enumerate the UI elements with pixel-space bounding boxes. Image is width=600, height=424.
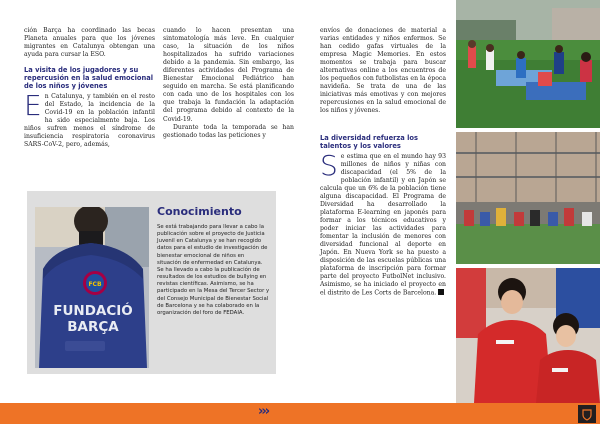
col3-paragraph-2 — [320, 148, 446, 298]
shirt-text-line2: BARÇA — [67, 319, 119, 335]
col1-paragraph-main — [24, 89, 155, 149]
kids-in-barca-shirts-photo — [456, 268, 600, 403]
shield-icon — [578, 405, 596, 423]
children-playing-field-photo — [456, 0, 600, 128]
col1-paragraph-top: ción Barça ha coordinado las becas Planeta anuales para que los jóvenes migrantes en Catalunya obtengan una ayuda para cursar la ESO. — [24, 27, 155, 59]
knowledge-box — [27, 191, 276, 374]
shirt-text-line1: FUNDACIÓ — [53, 303, 133, 319]
column-2 — [163, 27, 294, 140]
col3-paragraph-1: envíos de donaciones de material a varias entidades y niños enfermos. Se han cedido gafas virtuales de la empresa Magic Memories. En estos momentos se trabaja para buscar alternativas online a los encuentros de los pequeños con futbolistas en la época navideña. Se trata de una de las iniciativas más emotivas y con mejores repercusiones en la salud emocional de los niños y jóvenes. — [320, 27, 446, 115]
column-1 — [24, 27, 155, 150]
fundacio-barca-shirt-photo — [35, 207, 149, 368]
column-3 — [320, 27, 446, 298]
shirt-logo-text: FCB — [88, 281, 102, 288]
section-heading-visits: La visita de los jugadores y su repercusión en la salud emocional de los niños y jóvenes — [24, 66, 154, 91]
knowledge-text: Se está trabajando para llevar a cabo la publicación sobre el proyecto de Justicia Juvenil en Catalunya y se han recogido datos para el estudio de investigación de bienestar emocional de niños en situación de enfermedad en Catalunya. Se ha llevado a cabo la publicación de resultados de los estudios de bullying en revistas científicas. Asimismo, se ha participado en la Mesa del Tercer Sector y del Consejo Municipal de Bienestar Social de Barcelona y se ha colaborado en la organización del foro de FEDAIA. — [157, 224, 270, 316]
drop-cap: E — [24, 89, 42, 123]
col1-paragraph-main-text: n Catalunya, y también en el resto del Estado, la incidencia de la Covid-19 en la población infantil ha sido especialmente baja. Los niños sufren menos el síndrome de insuficiencia respiratoria coronavirus SARS-CoV-2, pero, además, — [24, 93, 155, 149]
col2-paragraph-2: Durante toda la temporada se han gestionado todas las peticiones y — [163, 123, 294, 139]
end-of-article-mark — [438, 289, 444, 295]
children-gathering-photo — [456, 132, 600, 264]
col3-paragraph-2-text: e estima que en el mundo hay 93 millones de niños y niñas con discapacidad (el 5% de la población infantil) y en Japón se calcula que un 6% de la población tiene alguna discapacidad. El Programa de Diversidad ha desarrollado la plataforma E-learning en japonés para formar a los técnicos educativos y poder iniciar las actividades para fomentar la inclusión de menores con diversidad funcional al deporte en Japón. En Nueva York se ha puesto a disposición de las escuelas públicas una plataforma de inscripción para formar parte del proyecto FutbolNet inclusivo. Asimismo, se ha iniciado el proyecto en el distrito de Les Corts de Barcelona. — [320, 152, 446, 297]
col2-paragraph-1: cuando lo hacen presentan una sintomatología más leve. En cualquier caso, la situación de los niños hospitalizados ha sufrido variaciones debido a la pandemia. Sin embargo, las diferentes actividades del Programa de Bienestar Emocional Pediátrico han seguido en marcha. Se está planificando con cada uno de los hospitales con los que trabaja la fundación la adaptación del programa debido al contexto de la Covid-19. — [163, 27, 294, 123]
knowledge-title: Conocimiento — [157, 205, 242, 218]
footer-bar — [0, 403, 600, 424]
drop-cap: S — [320, 148, 338, 182]
section-heading-diversity: La diversidad refuerza los talentos y los valores — [320, 133, 419, 150]
photo-strip — [456, 0, 600, 403]
chevron-right-icon: ››› — [258, 404, 269, 419]
